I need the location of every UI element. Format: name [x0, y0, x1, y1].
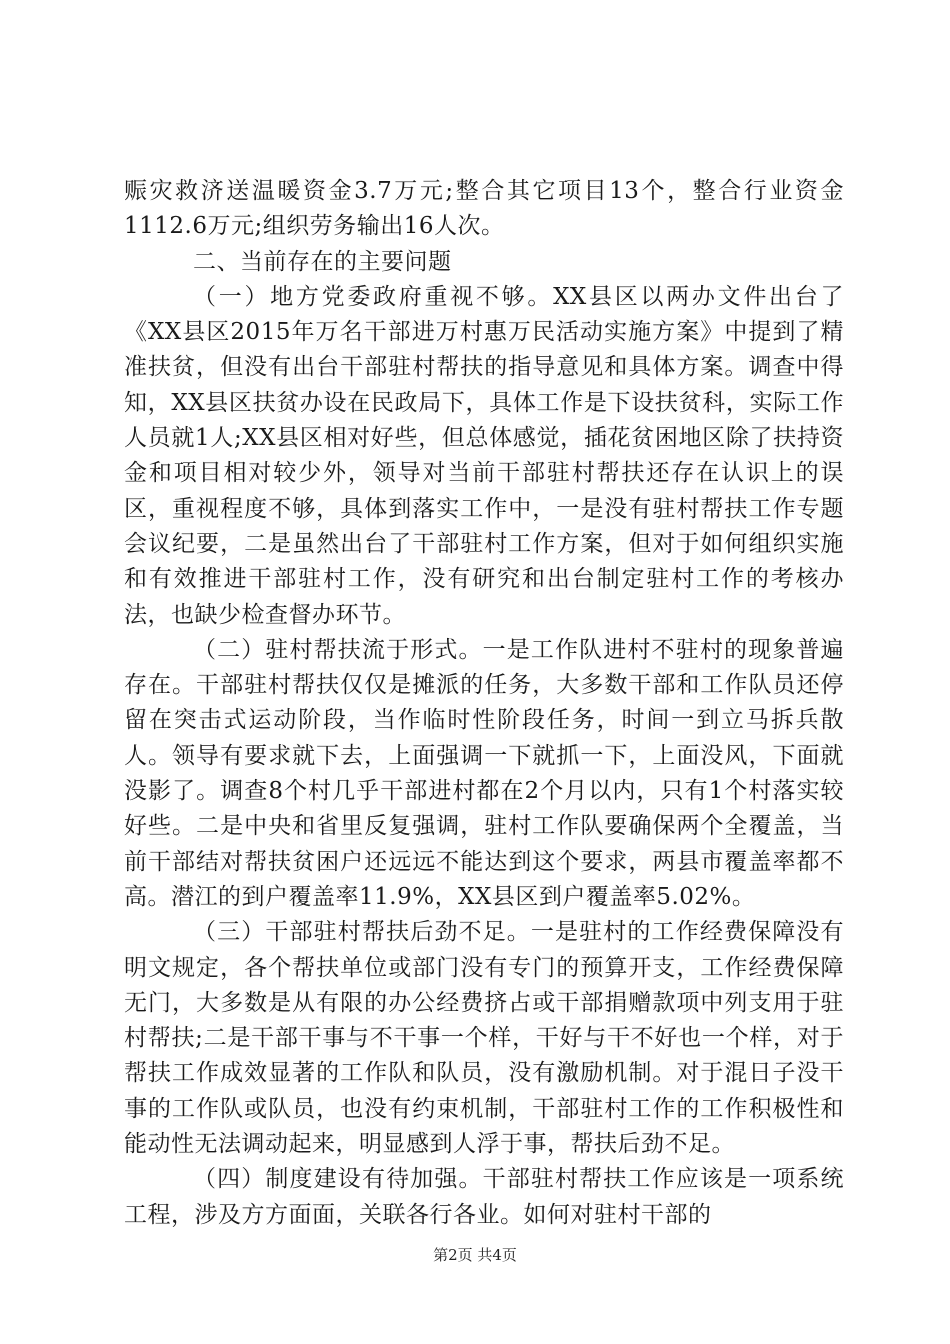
- paragraph-issue-2: （二）驻村帮扶流于形式。一是工作队进村不驻村的现象普遍存在。干部驻村帮扶仅仅是摊派的任务，大多数干部和工作队员还停留在突击式运动阶段，当作临时性阶段任务，时间一到立马拆兵散人。领导有要求就下去，上面强调一下就抓一下，上面没风，下面就没影了。调查8个村几乎干部进村都在2个月以内，只有1个村落实较好些。二是中央和省里反复强调，驻村工作队要确保两个全覆盖，当前干部结对帮扶贫困户还远远不能达到这个要求，两县市覆盖率都不高。潜江的到户覆盖率11.9%，XX县区到户覆盖率5.02%。: [124, 636, 844, 910]
- section-heading: 二、当前存在的主要问题: [193, 248, 452, 275]
- page-footer: 第2页 共4页: [433, 1246, 517, 1264]
- paragraph-continuation: 赈灾救济送温暖资金3.7万元;整合其它项目13个，整合行业资金1112.6万元;组织劳务输出16人次。: [124, 178, 844, 240]
- paragraph-issue-4: （四）制度建设有待加强。干部驻村帮扶工作应该是一项系统工程，涉及方方面面，关联各行各业。如何对驻村干部的: [124, 1166, 844, 1228]
- paragraph-issue-3: （三）干部驻村帮扶后劲不足。一是驻村的工作经费保障没有明文规定，各个帮扶单位或部门没有专门的预算开支，工作经费保障无门，大多数是从有限的办公经费挤占或干部捐赠款项中列支用于驻村帮扶;二是干部干事与不干事一个样，干好与干不好也一个样，对于帮扶工作成效显著的工作队和队员，没有激励机制。对于混日子没干事的工作队或队员，也没有约束机制，干部驻村工作的工作积极性和能动性无法调动起来，明显感到人浮于事，帮扶后劲不足。: [124, 919, 844, 1158]
- paragraph-issue-1: （一）地方党委政府重视不够。XX县区以两办文件出台了《XX县区2015年万名干部进万村惠万民活动实施方案》中提到了精准扶贫，但没有出台干部驻村帮扶的指导意见和具体方案。调查中得知，XX县区扶贫办设在民政局下，具体工作是下设扶贫科，实际工作人员就1人;XX县区相对好些，但总体感觉，插花贫困地区除了扶持资金和项目相对较少外，领导对当前干部驻村帮扶还存在认识上的误区，重视程度不够，具体到落实工作中，一是没有驻村帮扶工作专题会议纪要，二是虽然出台了干部驻村工作方案，但对于如何组织实施和有效推进干部驻村工作，没有研究和出台制定驻村工作的考核办法，也缺少检查督办环节。: [124, 283, 844, 628]
- document-body: [124, 174, 844, 1233]
